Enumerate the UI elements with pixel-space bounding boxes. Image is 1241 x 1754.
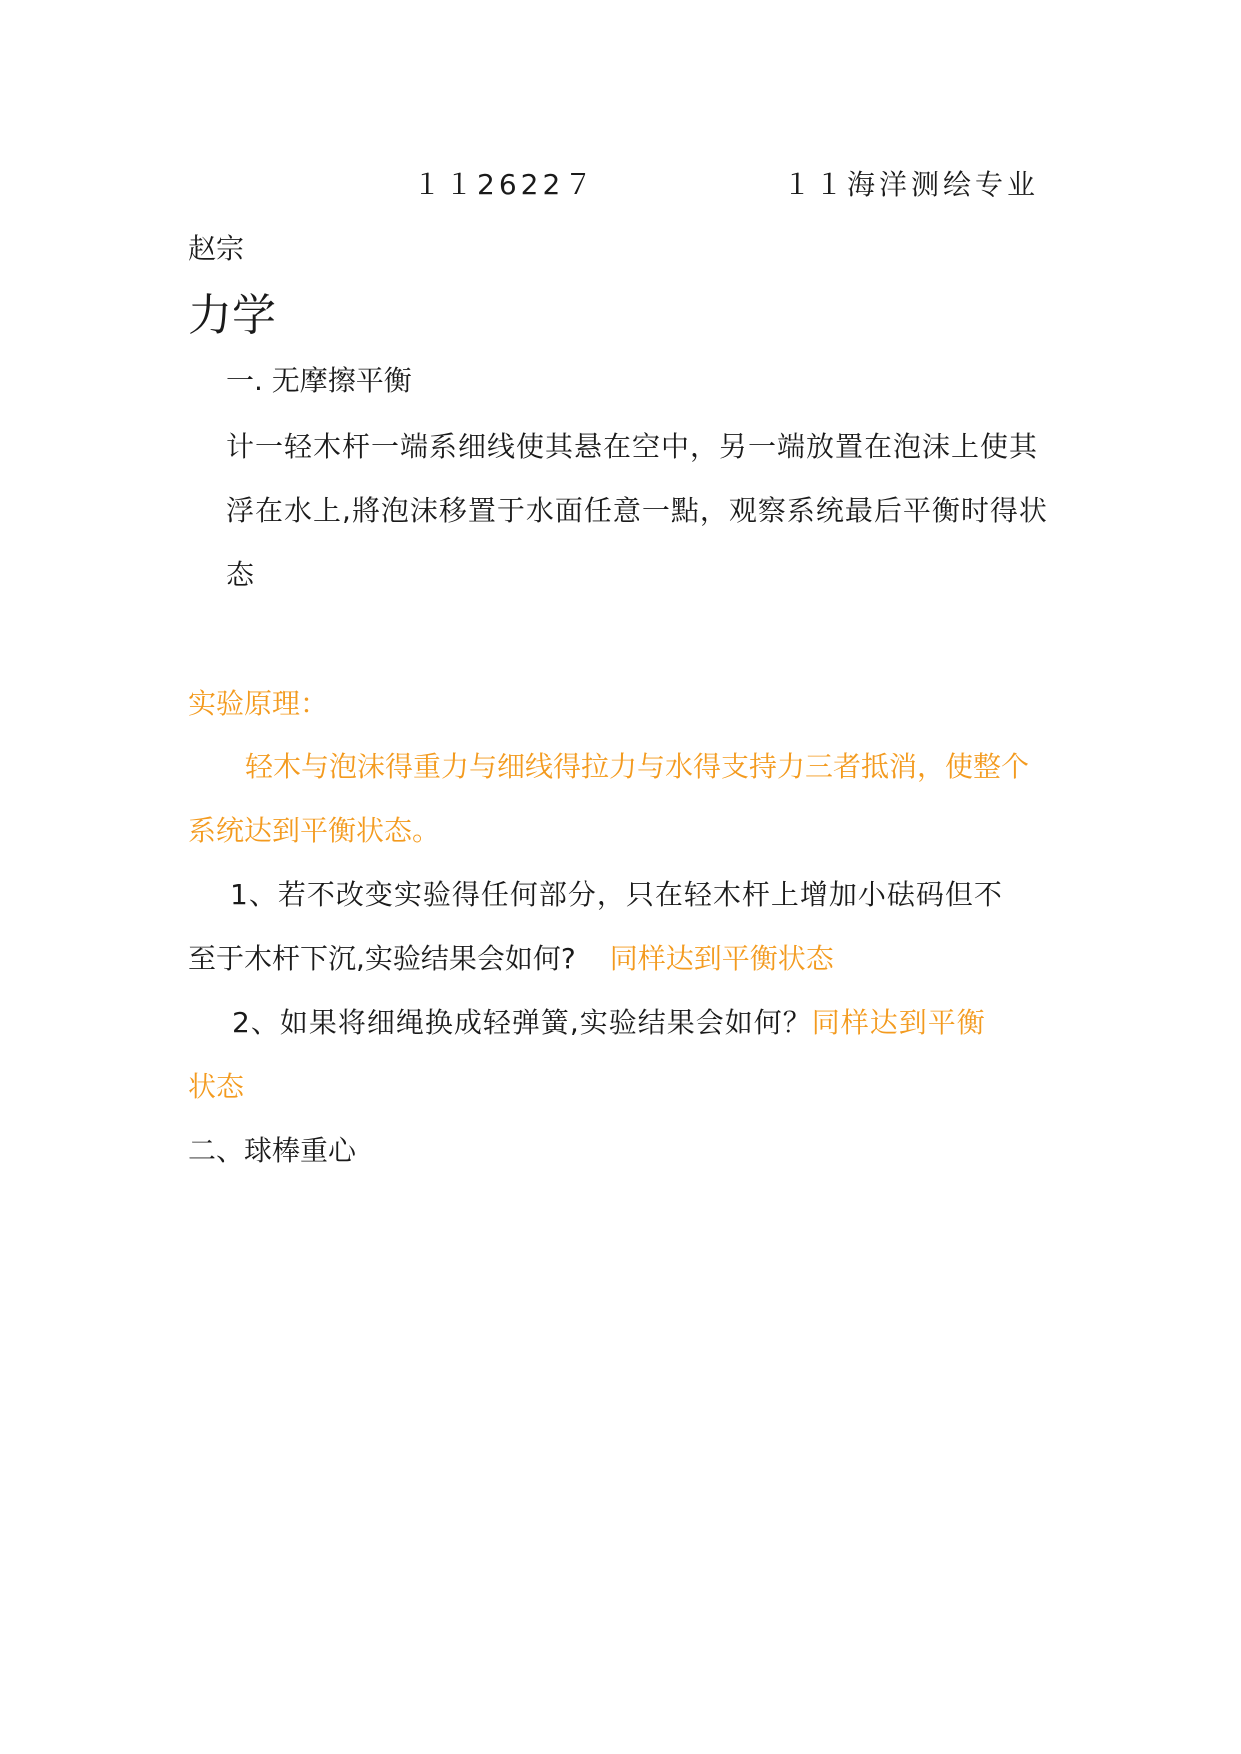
section-heading-frictionless-balance: 一. 无摩擦平衡 [226,364,412,397]
question-2-answer: 同样达到平衡 [811,1006,986,1039]
principle-text-line: 系统达到平衡状态。 [188,814,441,847]
question-2-text: 2、如果将细绳换成轻弹簧,实验结果会如何？ [232,1006,812,1039]
section-heading-bat-center-of-gravity: 二、球棒重心 [188,1134,357,1167]
section1-description-line: 态 [226,558,255,591]
author-name: 赵宗 [188,232,245,265]
principle-heading: 实验原理： [188,687,329,720]
question-2-line [232,1003,986,1043]
question-1-line [188,939,834,979]
question-1-answer: 同样达到平衡状态 [609,942,834,975]
principle-text-line: 轻木与泡沫得重力与细线得拉力与水得支持力三者抵消，使整个 [245,750,1030,783]
section1-description-line: 浮在水上,將泡沫移置于水面任意一點，观察系统最后平衡时得状 [226,494,1048,527]
page-title: 力学 [188,290,276,341]
question-1-line: 1、若不改变实验得任何部分，只在轻木杆上增加小砝码但不 [230,878,1003,911]
question-1-text: 至于木杆下沉,实验结果会如何? [188,942,576,975]
major-label: １１海洋测绘专业 [783,168,1040,201]
student-id: １１2622７ [413,168,597,201]
section1-description-line: 计一轻木杆一端系细线使其悬在空中，另一端放置在泡沫上使其 [226,430,1039,463]
question-2-answer-continued: 状态 [188,1070,245,1103]
